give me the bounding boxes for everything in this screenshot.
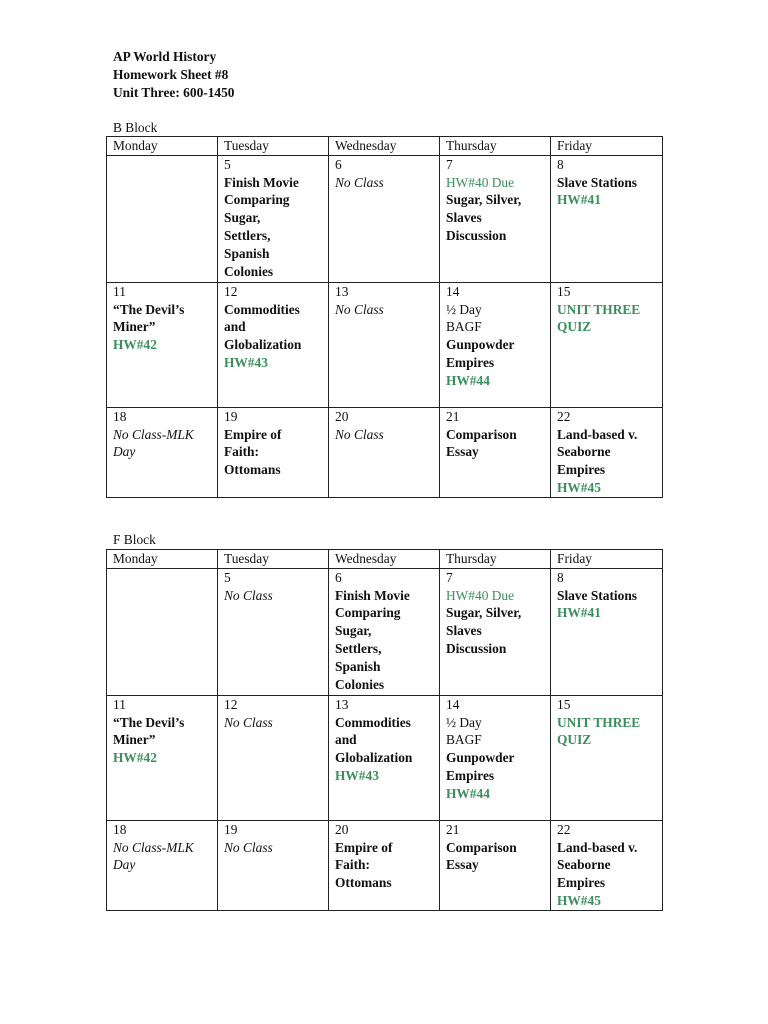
cell-entry: Comparison <box>446 426 517 442</box>
cell-entry: Settlers, <box>224 227 271 243</box>
block-label-b: B Block <box>113 120 158 135</box>
day-header-monday: Monday <box>107 137 218 156</box>
cell-entry: and <box>335 732 357 748</box>
cell-entry: Ottomans <box>224 462 281 478</box>
day-number: 12 <box>224 696 238 712</box>
week-row <box>107 407 663 497</box>
cell-entry: No Class <box>224 839 273 855</box>
course-title: AP World History <box>113 49 217 64</box>
cell-entry: Land-based v. <box>557 839 638 855</box>
day-number: 18 <box>113 821 127 837</box>
day-cell-friday <box>551 407 663 497</box>
day-cell-wednesday <box>329 407 440 497</box>
cell-entry: Faith: <box>224 444 259 460</box>
day-cell-thursday <box>440 282 551 407</box>
day-number: 7 <box>446 569 453 585</box>
cell-entry: HW#42 <box>113 337 157 353</box>
cell-entry: Empires <box>446 767 495 783</box>
day-number: 15 <box>557 283 571 299</box>
cell-entry: HW#43 <box>335 767 379 783</box>
cell-entry: Sugar, Silver, <box>446 192 522 208</box>
cell-entry: Comparing <box>224 192 290 208</box>
day-number: 8 <box>557 569 564 585</box>
day-cell-friday <box>551 568 663 695</box>
cell-entry: HW#41 <box>557 605 601 621</box>
cell-entry: Slave Stations <box>557 174 637 190</box>
cell-entry: HW#45 <box>557 479 601 495</box>
cell-entry: Empire of <box>224 426 282 442</box>
day-number: 19 <box>224 408 238 424</box>
cell-entry: Finish Movie <box>335 587 410 603</box>
day-cell-thursday <box>440 407 551 497</box>
day-number: 13 <box>335 696 349 712</box>
cell-entry: Commodities <box>335 714 411 730</box>
cell-entry: Slaves <box>446 210 482 226</box>
cell-entry: Globalization <box>224 337 302 353</box>
day-number: 5 <box>224 569 231 585</box>
cell-entry: Comparing <box>335 605 401 621</box>
day-cell-monday <box>107 282 218 407</box>
day-header-friday: Friday <box>551 137 663 156</box>
block-label-f: F Block <box>113 532 156 547</box>
week-row <box>107 820 663 910</box>
cell-entry: Faith: <box>335 857 370 873</box>
day-header-wednesday: Wednesday <box>329 137 440 156</box>
cell-entry: Slaves <box>446 623 482 639</box>
cell-entry: Land-based v. <box>557 426 638 442</box>
cell-entry: Empire of <box>335 839 393 855</box>
cell-entry: QUIZ <box>557 732 592 748</box>
cell-entry: Discussion <box>446 227 507 243</box>
cell-entry: BAGF <box>446 732 482 748</box>
calendar-table-f <box>106 549 663 911</box>
day-cell-friday <box>551 282 663 407</box>
day-header-wednesday: Wednesday <box>329 550 440 569</box>
cell-entry: HW#43 <box>224 354 268 370</box>
cell-entry: and <box>224 319 246 335</box>
cell-entry: Gunpowder <box>446 337 515 353</box>
day-cell-wednesday <box>329 568 440 695</box>
cell-entry: No Class <box>335 174 384 190</box>
day-number: 11 <box>113 283 126 299</box>
day-cell-monday <box>107 568 218 695</box>
cell-entry: Seaborne <box>557 857 611 873</box>
day-cell-monday <box>107 155 218 282</box>
cell-entry: ½ Day <box>446 714 482 730</box>
cell-entry: QUIZ <box>557 319 592 335</box>
day-cell-tuesday <box>218 407 329 497</box>
day-number: 6 <box>335 156 342 172</box>
cell-entry: Sugar, <box>335 623 372 639</box>
day-number: 12 <box>224 283 238 299</box>
day-cell-tuesday <box>218 568 329 695</box>
day-number: 18 <box>113 408 127 424</box>
day-number: 7 <box>446 156 453 172</box>
cell-entry: Spanish <box>224 245 270 261</box>
day-header-thursday: Thursday <box>440 550 551 569</box>
cell-entry: Miner” <box>113 732 156 748</box>
cell-entry: Sugar, Silver, <box>446 605 522 621</box>
day-cell-thursday <box>440 155 551 282</box>
week-row <box>107 155 663 282</box>
cell-entry: Day <box>113 444 136 460</box>
cell-entry: HW#44 <box>446 785 490 801</box>
cell-entry: Finish Movie <box>224 174 299 190</box>
day-number: 15 <box>557 696 571 712</box>
cell-entry: UNIT THREE <box>557 714 641 730</box>
cell-entry: “The Devil’s <box>113 714 185 730</box>
cell-entry: HW#44 <box>446 372 490 388</box>
cell-entry: No Class-MLK <box>113 839 194 855</box>
cell-entry: Essay <box>446 857 479 873</box>
day-number: 14 <box>446 283 460 299</box>
cell-entry: “The Devil’s <box>113 301 185 317</box>
day-cell-tuesday <box>218 695 329 820</box>
document-header <box>113 48 235 102</box>
unit-title: Unit Three: 600-1450 <box>113 85 235 100</box>
cell-entry: HW#40 Due <box>446 587 515 603</box>
day-cell-thursday <box>440 695 551 820</box>
cell-entry: Miner” <box>113 319 156 335</box>
day-number: 19 <box>224 821 238 837</box>
calendar-table-b <box>106 136 663 498</box>
day-cell-wednesday <box>329 282 440 407</box>
day-number: 21 <box>446 408 460 424</box>
cell-entry: Discussion <box>446 640 507 656</box>
day-cell-tuesday <box>218 282 329 407</box>
cell-entry: Colonies <box>224 263 274 279</box>
day-header-thursday: Thursday <box>440 137 551 156</box>
week-row <box>107 282 663 407</box>
cell-entry: Sugar, <box>224 210 261 226</box>
day-number: 6 <box>335 569 342 585</box>
cell-entry: Slave Stations <box>557 587 637 603</box>
day-number: 21 <box>446 821 460 837</box>
day-cell-wednesday <box>329 695 440 820</box>
cell-entry: Day <box>113 857 136 873</box>
cell-entry: Comparison <box>446 839 517 855</box>
cell-entry: Spanish <box>335 658 381 674</box>
day-cell-tuesday <box>218 820 329 910</box>
day-number: 14 <box>446 696 460 712</box>
day-cell-monday <box>107 820 218 910</box>
cell-entry: HW#42 <box>113 750 157 766</box>
cell-entry: ½ Day <box>446 301 482 317</box>
day-cell-monday <box>107 695 218 820</box>
sheet-title: Homework Sheet #8 <box>113 67 229 82</box>
cell-entry: No Class <box>335 301 384 317</box>
day-header-tuesday: Tuesday <box>218 550 329 569</box>
cell-entry: No Class <box>224 714 273 730</box>
cell-entry: HW#41 <box>557 192 601 208</box>
day-number: 20 <box>335 821 349 837</box>
cell-entry: Settlers, <box>335 640 382 656</box>
day-number: 8 <box>557 156 564 172</box>
day-number: 5 <box>224 156 231 172</box>
day-header-tuesday: Tuesday <box>218 137 329 156</box>
cell-entry: Commodities <box>224 301 300 317</box>
week-row <box>107 568 663 695</box>
day-cell-tuesday <box>218 155 329 282</box>
cell-entry: Globalization <box>335 750 413 766</box>
day-number: 22 <box>557 821 571 837</box>
cell-entry: Colonies <box>335 676 385 692</box>
cell-entry: Seaborne <box>557 444 611 460</box>
day-cell-thursday <box>440 820 551 910</box>
day-number: 22 <box>557 408 571 424</box>
day-number: 11 <box>113 696 126 712</box>
cell-entry: HW#40 Due <box>446 174 515 190</box>
cell-entry: HW#45 <box>557 892 601 908</box>
cell-entry: Essay <box>446 444 479 460</box>
week-row <box>107 695 663 820</box>
cell-entry: UNIT THREE <box>557 301 641 317</box>
day-cell-friday <box>551 820 663 910</box>
day-cell-thursday <box>440 568 551 695</box>
day-header-monday: Monday <box>107 550 218 569</box>
cell-entry: Empires <box>446 354 495 370</box>
cell-entry: Gunpowder <box>446 750 515 766</box>
calendar-header-row <box>107 550 663 569</box>
cell-entry: BAGF <box>446 319 482 335</box>
cell-entry: No Class <box>335 426 384 442</box>
day-header-friday: Friday <box>551 550 663 569</box>
day-number: 13 <box>335 283 349 299</box>
day-cell-wednesday <box>329 155 440 282</box>
calendar-header-row <box>107 137 663 156</box>
cell-entry: Empires <box>557 875 606 891</box>
day-number: 20 <box>335 408 349 424</box>
day-cell-monday <box>107 407 218 497</box>
cell-entry: No Class <box>224 587 273 603</box>
cell-entry: No Class-MLK <box>113 426 194 442</box>
cell-entry: Ottomans <box>335 875 392 891</box>
day-cell-friday <box>551 695 663 820</box>
day-cell-wednesday <box>329 820 440 910</box>
day-cell-friday <box>551 155 663 282</box>
cell-entry: Empires <box>557 462 606 478</box>
